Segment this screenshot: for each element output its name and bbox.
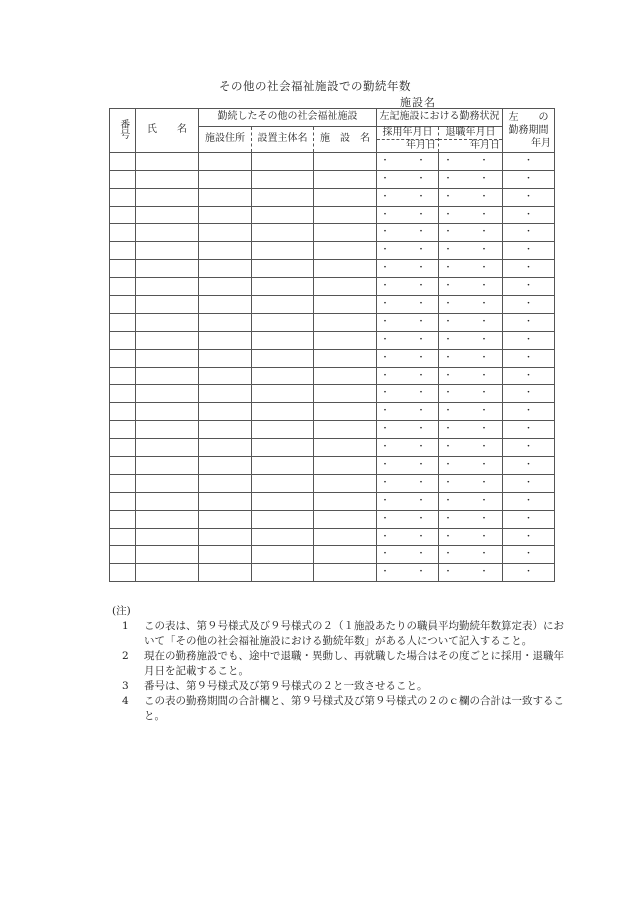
row-name-cell[interactable] <box>136 224 199 242</box>
table-row <box>110 457 555 475</box>
header-name: 氏 名 <box>136 109 199 153</box>
row-name-cell[interactable] <box>136 331 199 349</box>
row-operator-cell[interactable] <box>252 349 314 367</box>
row-facility-cell[interactable] <box>314 313 377 331</box>
table-row <box>110 349 555 367</box>
row-number-cell[interactable] <box>110 331 136 349</box>
row-period-cell[interactable]: ・ <box>503 296 555 314</box>
row-number-cell[interactable] <box>110 528 136 546</box>
row-retired-date-cell[interactable]: ・ ・ <box>439 188 503 206</box>
form-title: その他の社会福祉施設での勤続年数 <box>219 79 411 93</box>
table-row <box>110 439 555 457</box>
table-row <box>110 313 555 331</box>
row-number-cell[interactable] <box>110 170 136 188</box>
row-name-cell[interactable] <box>136 528 199 546</box>
row-name-cell[interactable] <box>136 170 199 188</box>
row-number-cell[interactable] <box>110 278 136 296</box>
row-operator-cell[interactable] <box>252 457 314 475</box>
row-operator-cell[interactable] <box>252 224 314 242</box>
row-address-cell[interactable] <box>199 474 252 492</box>
row-number-cell[interactable] <box>110 242 136 260</box>
header-retired-bottom: 年月日 <box>470 139 500 151</box>
row-address-cell[interactable] <box>199 170 252 188</box>
row-address-cell[interactable] <box>199 152 252 170</box>
notes-section <box>112 604 572 724</box>
row-number-cell[interactable] <box>110 296 136 314</box>
header-previous-facility: 勤続したその他の社会福祉施設 <box>199 109 377 127</box>
header-period <box>503 109 555 153</box>
note-number: 3 <box>122 680 129 692</box>
row-address-cell[interactable] <box>199 260 252 278</box>
row-number-cell[interactable] <box>110 188 136 206</box>
row-period-cell[interactable]: ・ <box>503 260 555 278</box>
row-address-cell[interactable] <box>199 188 252 206</box>
row-operator-cell[interactable] <box>252 528 314 546</box>
table-row <box>110 510 555 528</box>
row-address-cell[interactable] <box>199 421 252 439</box>
row-hired-date-cell[interactable]: ・ ・ <box>377 188 439 206</box>
row-retired-date-cell[interactable]: ・ ・ <box>439 546 503 564</box>
header-number-text: 番号 <box>117 118 129 139</box>
header-address: 施設住所 <box>199 126 252 152</box>
row-facility-cell[interactable] <box>314 385 377 403</box>
row-name-cell[interactable] <box>136 260 199 278</box>
row-hired-date-cell[interactable]: ・ ・ <box>377 170 439 188</box>
row-period-cell[interactable]: ・ <box>503 170 555 188</box>
row-facility-cell[interactable] <box>314 224 377 242</box>
row-operator-cell[interactable] <box>252 152 314 170</box>
row-name-cell[interactable] <box>136 403 199 421</box>
row-operator-cell[interactable] <box>252 188 314 206</box>
table-row <box>110 403 555 421</box>
row-hired-date-cell[interactable]: ・ ・ <box>377 349 439 367</box>
row-hired-date-cell[interactable]: ・ ・ <box>377 242 439 260</box>
table-row <box>110 367 555 385</box>
row-facility-cell[interactable] <box>314 367 377 385</box>
row-name-cell[interactable] <box>136 510 199 528</box>
row-name-cell[interactable] <box>136 421 199 439</box>
row-period-cell[interactable]: ・ <box>503 546 555 564</box>
header-hired <box>377 126 439 152</box>
service-years-table <box>109 108 555 582</box>
table-row <box>110 421 555 439</box>
row-number-cell[interactable] <box>110 510 136 528</box>
table-row <box>110 296 555 314</box>
row-period-cell[interactable]: ・ <box>503 224 555 242</box>
row-hired-date-cell[interactable]: ・ ・ <box>377 492 439 510</box>
row-address-cell[interactable] <box>199 546 252 564</box>
header-hired-bottom: 年月日 <box>406 139 436 151</box>
row-period-cell[interactable]: ・ <box>503 564 555 582</box>
row-address-cell[interactable] <box>199 564 252 582</box>
row-retired-date-cell[interactable]: ・ ・ <box>439 242 503 260</box>
row-facility-cell[interactable] <box>314 296 377 314</box>
row-retired-date-cell[interactable]: ・ ・ <box>439 206 503 224</box>
row-operator-cell[interactable] <box>252 296 314 314</box>
note-text: 現在の勤務施設でも、途中で退職・異動し、再就職した場合はその度ごとに採用・退職年月日を記載すること。 <box>144 650 564 677</box>
header-facility-name: 施 設 名 <box>314 126 377 152</box>
row-number-cell[interactable] <box>110 385 136 403</box>
row-retired-date-cell[interactable]: ・ ・ <box>439 224 503 242</box>
note-item <box>112 619 572 649</box>
row-hired-date-cell[interactable]: ・ ・ <box>377 331 439 349</box>
notes-heading: (注) <box>112 605 131 617</box>
row-facility-cell[interactable] <box>314 564 377 582</box>
row-number-cell[interactable] <box>110 152 136 170</box>
row-address-cell[interactable] <box>199 349 252 367</box>
row-facility-cell[interactable] <box>314 546 377 564</box>
note-item <box>112 694 572 724</box>
row-number-cell[interactable] <box>110 439 136 457</box>
row-name-cell[interactable] <box>136 349 199 367</box>
table-row <box>110 152 555 170</box>
row-period-cell[interactable]: ・ <box>503 421 555 439</box>
row-period-cell[interactable]: ・ <box>503 528 555 546</box>
row-address-cell[interactable] <box>199 313 252 331</box>
row-operator-cell[interactable] <box>252 313 314 331</box>
header-hired-top: 採用年月日 <box>377 127 438 140</box>
row-address-cell[interactable] <box>199 331 252 349</box>
row-address-cell[interactable] <box>199 510 252 528</box>
row-name-cell[interactable] <box>136 492 199 510</box>
header-current-status: 左記施設における勤務状況 <box>377 109 503 127</box>
row-period-cell[interactable]: ・ <box>503 152 555 170</box>
row-name-cell[interactable] <box>136 439 199 457</box>
table-row <box>110 278 555 296</box>
row-facility-cell[interactable] <box>314 439 377 457</box>
row-hired-date-cell[interactable]: ・ ・ <box>377 260 439 278</box>
row-period-cell[interactable]: ・ <box>503 439 555 457</box>
header-operator: 設置主体名 <box>252 126 314 152</box>
table-row <box>110 206 555 224</box>
row-retired-date-cell[interactable]: ・ ・ <box>439 474 503 492</box>
note-item <box>112 679 572 694</box>
row-number-cell[interactable] <box>110 564 136 582</box>
row-retired-date-cell[interactable]: ・ ・ <box>439 528 503 546</box>
row-period-cell[interactable]: ・ <box>503 457 555 475</box>
row-facility-cell[interactable] <box>314 152 377 170</box>
row-retired-date-cell[interactable]: ・ ・ <box>439 313 503 331</box>
header-period-mid: 勤務期間 <box>508 124 549 136</box>
row-operator-cell[interactable] <box>252 474 314 492</box>
row-hired-date-cell[interactable]: ・ ・ <box>377 457 439 475</box>
row-hired-date-cell[interactable]: ・ ・ <box>377 510 439 528</box>
row-operator-cell[interactable] <box>252 206 314 224</box>
row-operator-cell[interactable] <box>252 564 314 582</box>
row-facility-cell[interactable] <box>314 421 377 439</box>
row-hired-date-cell[interactable]: ・ ・ <box>377 385 439 403</box>
row-period-cell[interactable]: ・ <box>503 242 555 260</box>
row-address-cell[interactable] <box>199 528 252 546</box>
row-retired-date-cell[interactable]: ・ ・ <box>439 510 503 528</box>
note-text: この表の勤務期間の合計欄と、第９号様式及び第９号様式の２のｃ欄の合計は一致すること。 <box>144 695 564 722</box>
row-hired-date-cell[interactable]: ・ ・ <box>377 367 439 385</box>
note-number: 2 <box>122 650 129 662</box>
row-address-cell[interactable] <box>199 439 252 457</box>
note-number: 1 <box>122 620 129 632</box>
row-facility-cell[interactable] <box>314 474 377 492</box>
table-row <box>110 242 555 260</box>
table-row <box>110 546 555 564</box>
row-hired-date-cell[interactable]: ・ ・ <box>377 439 439 457</box>
row-retired-date-cell[interactable]: ・ ・ <box>439 296 503 314</box>
table-row <box>110 492 555 510</box>
row-operator-cell[interactable] <box>252 260 314 278</box>
row-address-cell[interactable] <box>199 457 252 475</box>
row-period-cell[interactable]: ・ <box>503 385 555 403</box>
row-facility-cell[interactable] <box>314 206 377 224</box>
row-operator-cell[interactable] <box>252 421 314 439</box>
row-address-cell[interactable] <box>199 367 252 385</box>
row-hired-date-cell[interactable]: ・ ・ <box>377 546 439 564</box>
table-row <box>110 385 555 403</box>
table-row <box>110 188 555 206</box>
table-row <box>110 331 555 349</box>
row-operator-cell[interactable] <box>252 439 314 457</box>
row-number-cell[interactable] <box>110 546 136 564</box>
row-address-cell[interactable] <box>199 224 252 242</box>
row-hired-date-cell[interactable]: ・ ・ <box>377 224 439 242</box>
row-number-cell[interactable] <box>110 421 136 439</box>
row-name-cell[interactable] <box>136 385 199 403</box>
row-facility-cell[interactable] <box>314 260 377 278</box>
row-facility-cell[interactable] <box>314 349 377 367</box>
row-hired-date-cell[interactable]: ・ ・ <box>377 528 439 546</box>
row-address-cell[interactable] <box>199 278 252 296</box>
row-name-cell[interactable] <box>136 564 199 582</box>
row-operator-cell[interactable] <box>252 492 314 510</box>
header-period-bottom: 年月 <box>531 137 551 149</box>
row-facility-cell[interactable] <box>314 278 377 296</box>
row-hired-date-cell[interactable]: ・ ・ <box>377 152 439 170</box>
row-name-cell[interactable] <box>136 457 199 475</box>
note-text: この表は、第９号様式及び９号様式の２（１施設あたりの職員平均勤続年数算定表）において「その他の社会福祉施設における勤続年数」がある人について記入すること。 <box>144 620 564 647</box>
row-number-cell[interactable] <box>110 403 136 421</box>
row-facility-cell[interactable] <box>314 492 377 510</box>
note-text: 番号は、第９号様式及び第９号様式の２と一致させること。 <box>144 680 428 692</box>
row-period-cell[interactable]: ・ <box>503 206 555 224</box>
row-number-cell[interactable] <box>110 474 136 492</box>
row-name-cell[interactable] <box>136 278 199 296</box>
row-retired-date-cell[interactable]: ・ ・ <box>439 152 503 170</box>
row-operator-cell[interactable] <box>252 546 314 564</box>
row-address-cell[interactable] <box>199 242 252 260</box>
row-hired-date-cell[interactable]: ・ ・ <box>377 313 439 331</box>
row-retired-date-cell[interactable]: ・ ・ <box>439 349 503 367</box>
row-number-cell[interactable] <box>110 492 136 510</box>
row-facility-cell[interactable] <box>314 188 377 206</box>
row-retired-date-cell[interactable]: ・ ・ <box>439 385 503 403</box>
row-retired-date-cell[interactable]: ・ ・ <box>439 403 503 421</box>
table-row <box>110 224 555 242</box>
row-retired-date-cell[interactable]: ・ ・ <box>439 492 503 510</box>
row-name-cell[interactable] <box>136 313 199 331</box>
row-operator-cell[interactable] <box>252 170 314 188</box>
header-retired <box>439 126 503 152</box>
row-name-cell[interactable] <box>136 188 199 206</box>
row-hired-date-cell[interactable]: ・ ・ <box>377 474 439 492</box>
row-name-cell[interactable] <box>136 206 199 224</box>
header-number <box>110 109 136 153</box>
row-name-cell[interactable] <box>136 367 199 385</box>
row-hired-date-cell[interactable]: ・ ・ <box>377 296 439 314</box>
row-number-cell[interactable] <box>110 457 136 475</box>
row-retired-date-cell[interactable]: ・ ・ <box>439 331 503 349</box>
row-number-cell[interactable] <box>110 313 136 331</box>
row-name-cell[interactable] <box>136 242 199 260</box>
row-period-cell[interactable]: ・ <box>503 492 555 510</box>
row-hired-date-cell[interactable]: ・ ・ <box>377 278 439 296</box>
row-facility-cell[interactable] <box>314 242 377 260</box>
row-address-cell[interactable] <box>199 385 252 403</box>
row-name-cell[interactable] <box>136 296 199 314</box>
row-operator-cell[interactable] <box>252 385 314 403</box>
row-name-cell[interactable] <box>136 152 199 170</box>
row-retired-date-cell[interactable]: ・ ・ <box>439 367 503 385</box>
row-retired-date-cell[interactable]: ・ ・ <box>439 170 503 188</box>
row-operator-cell[interactable] <box>252 242 314 260</box>
row-period-cell[interactable]: ・ <box>503 403 555 421</box>
row-period-cell[interactable]: ・ <box>503 510 555 528</box>
row-period-cell[interactable]: ・ <box>503 188 555 206</box>
row-hired-date-cell[interactable]: ・ ・ <box>377 403 439 421</box>
row-retired-date-cell[interactable]: ・ ・ <box>439 457 503 475</box>
row-period-cell[interactable]: ・ <box>503 474 555 492</box>
row-facility-cell[interactable] <box>314 331 377 349</box>
row-period-cell[interactable]: ・ <box>503 331 555 349</box>
row-number-cell[interactable] <box>110 349 136 367</box>
row-facility-cell[interactable] <box>314 457 377 475</box>
row-operator-cell[interactable] <box>252 510 314 528</box>
row-operator-cell[interactable] <box>252 331 314 349</box>
row-number-cell[interactable] <box>110 260 136 278</box>
row-retired-date-cell[interactable]: ・ ・ <box>439 421 503 439</box>
row-operator-cell[interactable] <box>252 278 314 296</box>
table-row <box>110 474 555 492</box>
row-retired-date-cell[interactable]: ・ ・ <box>439 439 503 457</box>
row-address-cell[interactable] <box>199 403 252 421</box>
table-row <box>110 170 555 188</box>
row-hired-date-cell[interactable]: ・ ・ <box>377 421 439 439</box>
row-operator-cell[interactable] <box>252 367 314 385</box>
row-retired-date-cell[interactable]: ・ ・ <box>439 260 503 278</box>
row-name-cell[interactable] <box>136 474 199 492</box>
row-facility-cell[interactable] <box>314 170 377 188</box>
row-facility-cell[interactable] <box>314 528 377 546</box>
row-retired-date-cell[interactable]: ・ ・ <box>439 278 503 296</box>
row-address-cell[interactable] <box>199 296 252 314</box>
row-number-cell[interactable] <box>110 224 136 242</box>
table-row <box>110 564 555 582</box>
note-item <box>112 649 572 679</box>
row-name-cell[interactable] <box>136 546 199 564</box>
note-number: 4 <box>122 695 129 707</box>
header-retired-top: 退職年月日 <box>439 127 502 140</box>
row-facility-cell[interactable] <box>314 403 377 421</box>
header-period-top: 左 の <box>508 111 549 123</box>
row-period-cell[interactable]: ・ <box>503 367 555 385</box>
table-row <box>110 528 555 546</box>
row-hired-date-cell[interactable]: ・ ・ <box>377 206 439 224</box>
table-row <box>110 260 555 278</box>
row-number-cell[interactable] <box>110 206 136 224</box>
row-period-cell[interactable]: ・ <box>503 349 555 367</box>
row-retired-date-cell[interactable]: ・ ・ <box>439 564 503 582</box>
row-address-cell[interactable] <box>199 492 252 510</box>
row-operator-cell[interactable] <box>252 403 314 421</box>
row-hired-date-cell[interactable]: ・ ・ <box>377 564 439 582</box>
row-period-cell[interactable]: ・ <box>503 278 555 296</box>
facility-name-label: 施設名 <box>400 96 436 109</box>
row-period-cell[interactable]: ・ <box>503 313 555 331</box>
row-address-cell[interactable] <box>199 206 252 224</box>
row-number-cell[interactable] <box>110 367 136 385</box>
row-facility-cell[interactable] <box>314 510 377 528</box>
